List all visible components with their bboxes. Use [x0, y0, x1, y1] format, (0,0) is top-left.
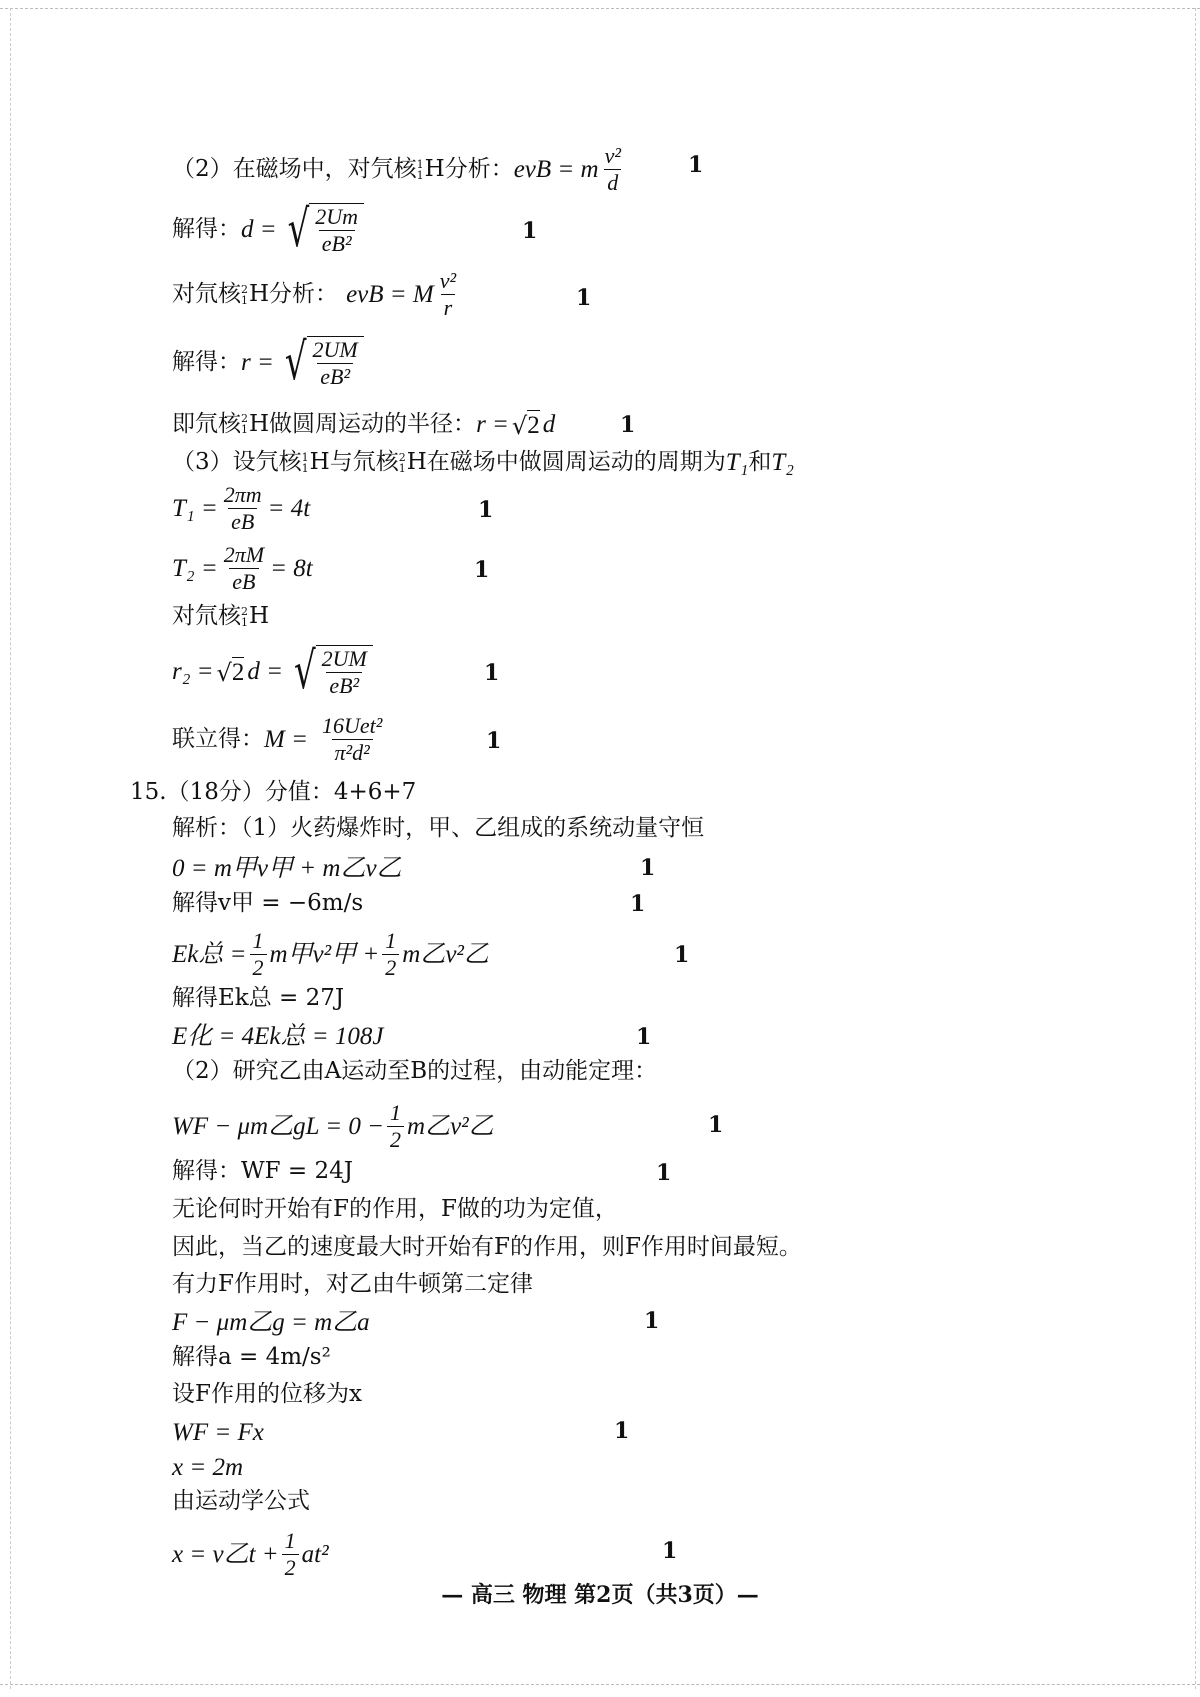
solution-line-13: 解析：（1）火药爆炸时，甲、乙组成的系统动量守恒 — [172, 815, 705, 841]
text: 解得： — [172, 348, 241, 375]
solution-line-11 — [172, 715, 388, 764]
equation: d = — [247, 657, 283, 685]
square-root: √ $\frac{2UM}{\text{eB²}}$ — [285, 336, 364, 388]
solution-line-7 — [172, 484, 310, 533]
solution-line-1 — [172, 145, 627, 194]
equation: = 4t — [267, 495, 311, 522]
score-mark: 1 — [644, 1308, 660, 1334]
square-root: √ 2 — [216, 659, 245, 687]
square-root: √ $\frac{2UM}{\text{eB²}}$ — [294, 645, 373, 697]
isotope-label: 2 1 — [241, 412, 248, 436]
solution-line-31: x = v乙t + $\frac{1}{2}$ at² — [172, 1528, 329, 1580]
score-mark: 1 — [474, 557, 490, 583]
equation: r₂ = — [172, 657, 214, 685]
score-mark: 1 — [662, 1538, 678, 1564]
text: 联立得： — [172, 726, 264, 752]
text: 解得： — [172, 215, 241, 242]
fraction: $\frac{2\pi m}{eB}$ — [223, 482, 262, 534]
solution-line-2 — [172, 199, 367, 260]
equation: evB = M — [346, 281, 434, 308]
score-mark: 1 — [478, 497, 494, 523]
score-mark: 1 — [522, 218, 538, 244]
equation: d = — [241, 215, 277, 243]
score-mark: 1 — [688, 152, 704, 178]
score-mark: 1 — [614, 1418, 630, 1444]
score-mark: 1 — [484, 660, 500, 686]
fraction: $\frac{2\pi M}{eB}$ — [223, 542, 265, 594]
equation: T₂ — [771, 449, 794, 476]
text: 即氘核 — [172, 410, 241, 437]
solution-line-8 — [172, 544, 313, 593]
isotope-label: 2 1 — [398, 450, 406, 475]
solution-line-25: F − μm乙g = m乙a — [172, 1309, 370, 1336]
page-footer: — 高三 物理 第2页（共3页）— — [441, 1582, 759, 1608]
solution-line-24: 有力F作用时，对乙由牛顿第二定律 — [172, 1271, 533, 1297]
score-mark: 1 — [656, 1160, 672, 1186]
solution-line-4 — [172, 332, 367, 393]
text: H做圆周运动的半径： — [249, 410, 477, 437]
equation: T₂ = — [172, 555, 218, 582]
solution-line-15: 解得v甲 = −6m/s — [172, 890, 364, 916]
solution-line-30: 由运动学公式 — [172, 1488, 310, 1514]
score-mark: 1 — [620, 412, 636, 438]
text: 对氘核 — [172, 281, 241, 307]
isotope-label: 2 1 — [241, 604, 248, 629]
square-root: √ 2 — [511, 412, 540, 440]
question-15-heading: 15.（18分）分值：4+6+7 — [130, 779, 417, 805]
text: 对氘核 — [172, 603, 241, 629]
text: H分析： — [424, 156, 514, 182]
text: 和 — [748, 449, 772, 475]
solution-line-16: Ek总 = $\frac{1}{2}$ m甲v²甲 + $\frac{1}{2}$ m乙v²乙 — [172, 928, 489, 980]
solution-line-9 — [172, 605, 269, 628]
solution-line-27: 设F作用的位移为x — [172, 1381, 362, 1407]
solution-line-6 — [172, 450, 794, 475]
fraction: $\frac{\text{v²}}{d}$ — [604, 143, 621, 195]
isotope-label: 2 1 — [241, 282, 248, 307]
solution-line-19: （2）研究乙由A运动至B的过程，由动能定理： — [172, 1058, 658, 1084]
fraction: $\frac{\text{v²}}{r}$ — [439, 268, 457, 320]
isotope-label: 1 1 — [301, 450, 309, 475]
page-border-left — [10, 8, 11, 1689]
score-mark: 1 — [486, 728, 502, 754]
text: （2）在磁场中，对氕核 — [172, 156, 417, 182]
score-mark: 1 — [576, 285, 592, 311]
score-mark: 1 — [674, 942, 690, 968]
solution-line-22: 无论何时开始有F的作用，F做的功为定值， — [172, 1196, 618, 1222]
fraction: $\frac{\text{16Uet²}}{\text{π²d²}}$ — [321, 713, 383, 765]
solution-line-26: 解得a = 4m/s² — [172, 1344, 331, 1370]
text: H分析： — [249, 281, 339, 307]
score-mark: 1 — [640, 855, 656, 881]
solution-line-23: 因此，当乙的速度最大时开始有F的作用，则F作用时间最短。 — [172, 1234, 802, 1260]
solution-line-10 — [172, 641, 376, 702]
score-mark: 1 — [630, 891, 646, 917]
score-mark: 1 — [636, 1024, 652, 1050]
text: H与氘核 — [309, 449, 399, 475]
solution-line-21: 解得：WF = 24J — [172, 1158, 353, 1184]
solution-line-5 — [172, 410, 555, 438]
text: H — [249, 603, 270, 629]
equation: d — [542, 410, 556, 438]
solution-line-3 — [172, 270, 462, 319]
page-border-top — [0, 8, 1200, 9]
page-border-right — [1195, 8, 1196, 1689]
equation: = 8t — [270, 555, 313, 582]
text: H在磁场中做圆周运动的周期为 — [406, 449, 726, 475]
score-mark: 1 — [708, 1112, 724, 1138]
solution-line-29: x = 2m — [172, 1454, 244, 1481]
equation: T₁ — [725, 449, 749, 476]
equation: T₁ = — [172, 495, 218, 522]
solution-line-14: 0 = m甲v甲 + m乙v乙 — [172, 855, 402, 882]
equation: r = — [241, 348, 274, 376]
isotope-label: 1 1 — [416, 157, 424, 182]
page-border-bottom — [0, 1684, 1200, 1685]
equation: r = — [476, 410, 509, 438]
equation: evB = m — [513, 156, 599, 183]
solution-line-28: WF = Fx — [172, 1419, 264, 1446]
solution-line-17: 解得Ek总 = 27J — [172, 985, 345, 1011]
equation: M = — [264, 726, 308, 753]
solution-line-18: E化 = 4Ek总 = 108J — [172, 1023, 384, 1050]
text: （3）设氕核 — [172, 449, 302, 475]
solution-line-20: WF − μm乙gL = 0 − $\frac{1}{2}$ m乙v²乙 — [172, 1100, 494, 1152]
square-root: √ $\frac{2Um}{\text{eB²}}$ — [288, 203, 364, 255]
